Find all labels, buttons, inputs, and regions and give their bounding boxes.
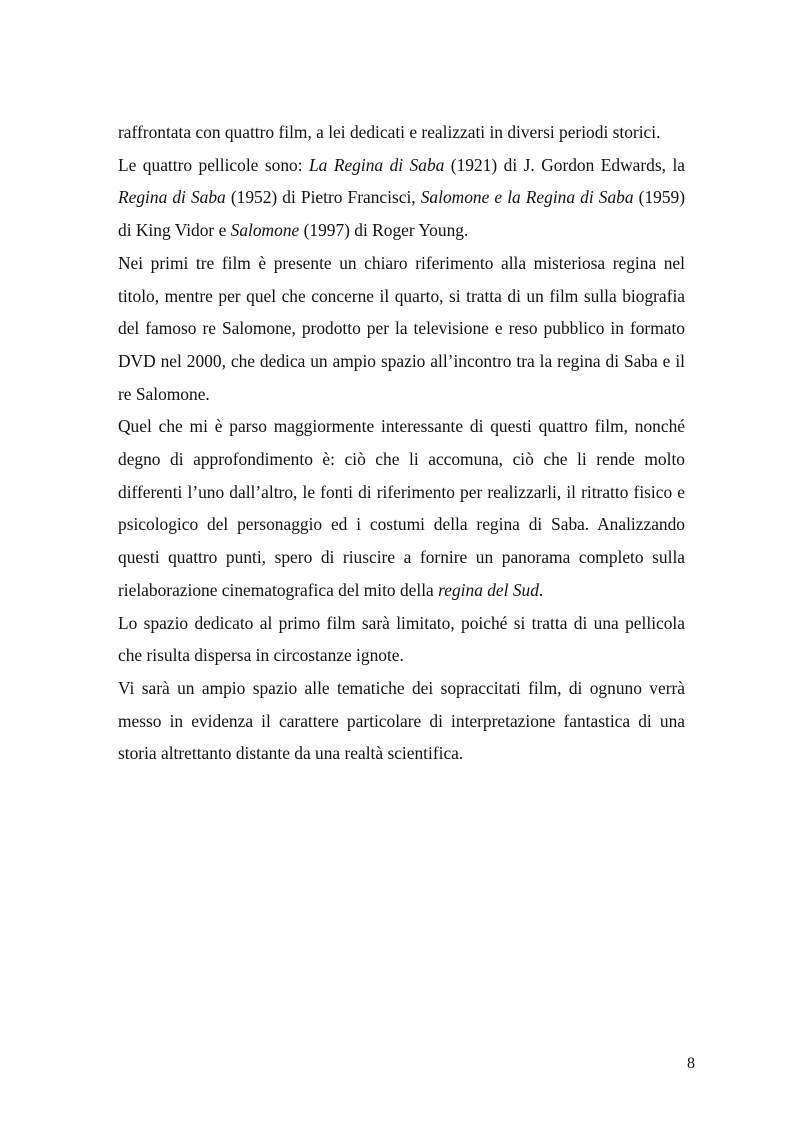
paragraph-analysis-points — [118, 410, 685, 606]
paragraph-first-film-note — [118, 607, 685, 672]
page-number: 8 — [687, 1055, 695, 1072]
text-run: (1959) di King Vidor e — [118, 187, 686, 241]
paragraph-intro-continued — [118, 116, 685, 149]
film-title: La Regina di Saba — [309, 154, 445, 175]
text-run: (1997) di Roger Young. — [299, 220, 469, 241]
text-run: (1952) di Pietro Francisci, — [225, 187, 421, 208]
film-title: Salomone — [230, 220, 300, 241]
film-title: Salomone e la Regina di Saba — [420, 187, 634, 208]
text-run: (1921) di J. Gordon Edwards, la — [444, 154, 685, 175]
italic-phrase: regina del Sud — [438, 579, 539, 600]
page-body — [118, 116, 685, 770]
text-run: Lo spazio dedicato al primo film sarà limitato, poiché si tratta di una pellicola che risulta dispersa in circostanze ignote. — [118, 612, 685, 666]
paragraph-film-list — [118, 149, 685, 247]
text-run: Quel che mi è parso maggiormente interessante di questi quattro film, nonché degno di approfondimento è: ciò che li accomuna, ciò che li rende molto differenti l’uno dall’altro, le fonti di riferimento per realizzarli, il ritratto fisico e psicologico del personaggio ed i costumi della regina di Saba. Analizzando questi quattro punti, spero di riuscire a fornire un panorama completo sulla rielaborazione cinematografica del mito della — [118, 416, 685, 600]
text-run: Vi sarà un ampio spazio alle tematiche dei sopraccitati film, di ognuno verrà messo in evidenza il carattere particolare di interpretazione fantastica di una storia altrettanto distante da una realtà scientifica. — [118, 677, 685, 764]
text-run: raffrontata con quattro film, a lei dedicati e realizzati in diversi periodi storici. — [118, 122, 661, 142]
text-run: . — [538, 579, 544, 600]
text-run: Le quattro pellicole sono: — [118, 154, 310, 175]
paragraph-themes — [118, 672, 685, 770]
paragraph-titles-note — [118, 247, 685, 411]
film-title: Regina di Saba — [118, 187, 226, 208]
text-run: Nei primi tre film è presente un chiaro riferimento alla misteriosa regina nel titolo, mentre per quel che concerne il quarto, si tratta di un film sulla biografia del famoso re Salomone, prodotto per la televisione e reso pubblico in formato DVD nel 2000, che dedica un ampio spazio all’incontro tra la regina di Saba e il re Salomone. — [118, 252, 685, 404]
